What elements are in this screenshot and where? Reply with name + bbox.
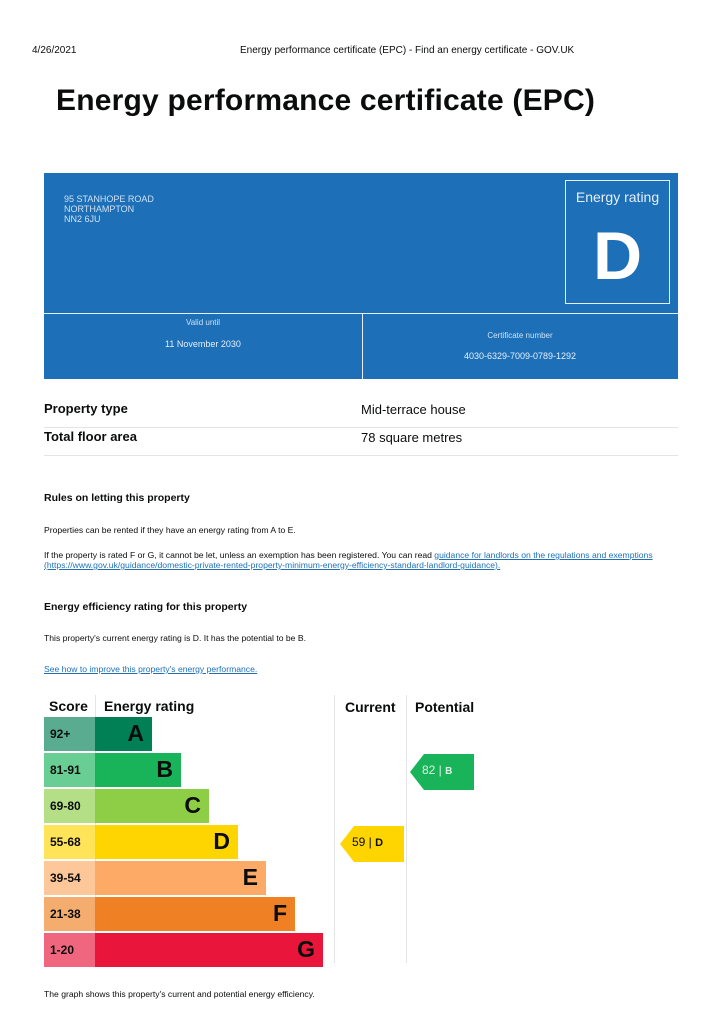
current-rating-value: 59 | D — [352, 835, 384, 849]
energy-rating-chart — [44, 695, 480, 965]
efficiency-heading: Energy efficiency rating for this property — [44, 601, 248, 613]
score-header: Score — [49, 698, 88, 714]
current-header: Current — [345, 699, 396, 715]
certificate-panel — [44, 173, 678, 379]
energy-rating-box — [565, 180, 670, 304]
band-score: 1-20 — [44, 933, 95, 967]
band-letter: F — [272, 900, 287, 926]
potential-header: Potential — [415, 699, 475, 715]
print-page-title: Energy performance certificate (EPC) - Find an energy certificate - GOV.UK — [240, 45, 575, 56]
property-type-value: Mid-terrace house — [361, 402, 466, 417]
band-letter: G — [297, 936, 315, 962]
rules-paragraph-2 — [44, 550, 656, 570]
potential-rating-pointer — [410, 754, 474, 788]
address-line: 95 STANHOPE ROAD — [64, 194, 154, 204]
certificate-number-label: Certificate number — [487, 331, 553, 340]
energy-rating-header: Energy rating — [104, 698, 195, 714]
band-a — [44, 717, 152, 751]
address-line: NORTHAMPTON — [64, 204, 135, 214]
band-letter: B — [156, 756, 173, 782]
efficiency-paragraph: This property's current energy rating is D. It has the potential to be B. — [44, 633, 306, 643]
grid-line — [334, 695, 335, 963]
floor-area-value: 78 square metres — [361, 430, 463, 445]
band-score: 21-38 — [44, 897, 95, 931]
rules-heading: Rules on letting this property — [44, 492, 190, 504]
improve-performance-link[interactable]: See how to improve this property's energy performance. — [44, 664, 258, 674]
print-date: 4/26/2021 — [32, 45, 77, 56]
rules-paragraph-1: Properties can be rented if they have an energy rating from A to E. — [44, 525, 296, 535]
rules-paragraph-2-text: If the property is rated F or G, it cannot be let, unless an exemption has been registered. You can read — [44, 550, 435, 560]
band-score: 81-91 — [44, 753, 95, 787]
property-address — [64, 194, 154, 224]
band-g — [44, 933, 323, 967]
valid-until-date: 11 November 2030 — [165, 339, 241, 349]
band-letter: E — [242, 864, 258, 890]
potential-rating-band: B — [445, 766, 453, 777]
band-f — [44, 897, 295, 931]
floor-area-row — [44, 425, 678, 456]
page-title: Energy performance certificate (EPC) — [56, 84, 596, 117]
current-rating-band: D — [375, 837, 384, 849]
grid-line — [406, 695, 407, 963]
valid-until-label: Valid until — [185, 318, 221, 327]
band-c — [44, 789, 209, 823]
landlord-guidance-url[interactable]: (https://www.gov.uk/guidance/domestic-private-rented-property-minimum-energy-efficiency-standard-landlord-guidance). — [44, 560, 501, 570]
band-e — [44, 861, 266, 895]
landlord-guidance-link[interactable]: guidance for landlords on the regulations and exemptions — [434, 550, 653, 560]
panel-divider-vertical — [362, 313, 363, 379]
band-score: 55-68 — [44, 825, 95, 859]
band-score: 92+ — [44, 717, 95, 751]
band-score: 39-54 — [44, 861, 95, 895]
band-letter: C — [184, 792, 201, 818]
energy-rating-label: Energy rating — [575, 189, 660, 205]
property-type-row — [44, 397, 678, 428]
band-b — [44, 753, 181, 787]
band-score: 69-80 — [44, 789, 95, 823]
band-letter: A — [127, 720, 144, 746]
band-d — [44, 825, 238, 859]
energy-rating-letter: D — [592, 218, 643, 294]
chart-caption: The graph shows this property's current and potential energy efficiency. — [44, 989, 315, 999]
address-line: NN2 6JU — [64, 214, 101, 224]
potential-rating-value: 82 | B — [422, 763, 453, 777]
band-letter: D — [213, 828, 230, 854]
certificate-number: 4030-6329-7009-0789-1292 — [463, 351, 577, 361]
property-type-label: Property type — [44, 401, 128, 416]
panel-divider — [44, 313, 678, 314]
current-rating-pointer — [340, 826, 404, 860]
floor-area-label: Total floor area — [44, 429, 137, 444]
